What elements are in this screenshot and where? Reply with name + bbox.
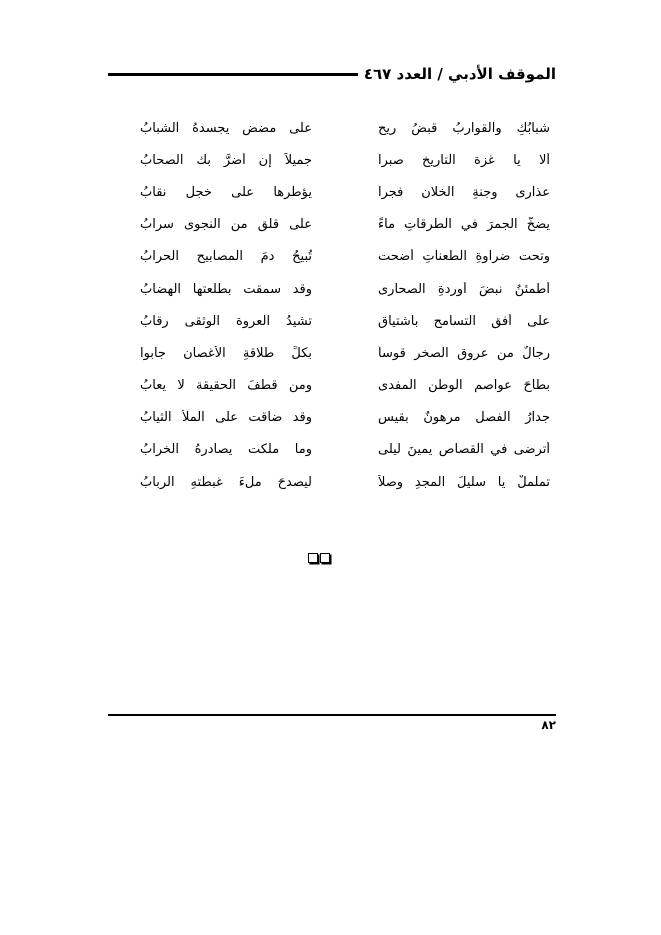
poem-verse xyxy=(140,112,550,144)
poem-verse xyxy=(140,305,550,337)
square-glyph xyxy=(308,553,318,563)
square-glyph xyxy=(320,553,330,563)
journal-title: الموقف الأدبي / العدد ٤٦٧ xyxy=(363,65,556,83)
second-hemistich: وقد ضاقت على الملأ الثيابُ xyxy=(140,410,312,426)
first-hemistich: أترضى في القصاص يمينَ ليلى xyxy=(378,442,550,458)
second-hemistich: على مضض يجسدهُ الشبابُ xyxy=(140,120,312,136)
second-hemistich: وقد سمقت بطلعتها الهضابُ xyxy=(140,281,312,297)
first-hemistich: بطاحَ عواصم الوطن المفدى xyxy=(378,378,550,394)
poem-verse xyxy=(140,273,550,305)
second-hemistich: ليصدحَ ملءَ غبطتهِ الربابُ xyxy=(140,474,312,490)
poem-verse xyxy=(140,209,550,241)
second-hemistich: يؤطرها على خجل نقابُ xyxy=(140,184,312,200)
poem xyxy=(140,112,550,498)
poem-verse xyxy=(140,466,550,498)
poem-verse xyxy=(140,337,550,369)
second-hemistich: جميلاً إن أضرَّ بك الصحابُ xyxy=(140,152,312,168)
poem-verse xyxy=(140,241,550,273)
first-hemistich: شبابُكِ والقواربُ قبضُ ريح xyxy=(378,120,550,136)
first-hemistich: جدارُ الفصل مرهونٌ بقيس xyxy=(378,410,550,426)
second-hemistich: ومن قطفَ الحقيقة لا يعابُ xyxy=(140,378,312,394)
first-hemistich: تململْ يا سليلَ المجدِ وصلاً xyxy=(378,474,550,490)
first-hemistich: ألا يا غزة التاريخ صبراً xyxy=(378,152,550,168)
first-hemistich: وتحت ضراوةِ الطعناتِ أضحت xyxy=(378,249,550,265)
first-hemistich: رجالٌ من عروق الصخر قوساً xyxy=(378,345,550,361)
double-square-icon xyxy=(308,553,336,565)
first-hemistich: على أفق التسامح باشتياق xyxy=(378,313,550,329)
second-hemistich: تُبيحُ دمَ المصابيحِ الحرابُ xyxy=(140,249,312,265)
first-hemistich: أطمئنُ نبضَ أوردةِ الصحارى xyxy=(378,281,550,297)
second-hemistich: على قلق من النجوى سرابُ xyxy=(140,217,312,233)
poem-verse xyxy=(140,144,550,176)
poem-verse xyxy=(140,402,550,434)
second-hemistich: بكلِّ طلاقةِ الأغصان جابوا xyxy=(140,345,312,361)
second-hemistich: تشيدُ العروة الوثقى رقابُ xyxy=(140,313,312,329)
first-hemistich: يضخُّ الجمرَ في الطرقاتِ ماءً xyxy=(378,217,550,233)
header-rule xyxy=(108,73,358,76)
second-hemistich: وما ملكت يصادرهُ الخرابُ xyxy=(140,442,312,458)
poem-verse xyxy=(140,370,550,402)
poem-verse xyxy=(140,176,550,208)
poem-verse xyxy=(140,434,550,466)
page-header xyxy=(108,62,556,86)
page-number: ٨٢ xyxy=(541,718,556,732)
first-hemistich: عذارى وجنةِ الخلان فجراً xyxy=(378,184,550,200)
footer-rule xyxy=(108,714,556,716)
